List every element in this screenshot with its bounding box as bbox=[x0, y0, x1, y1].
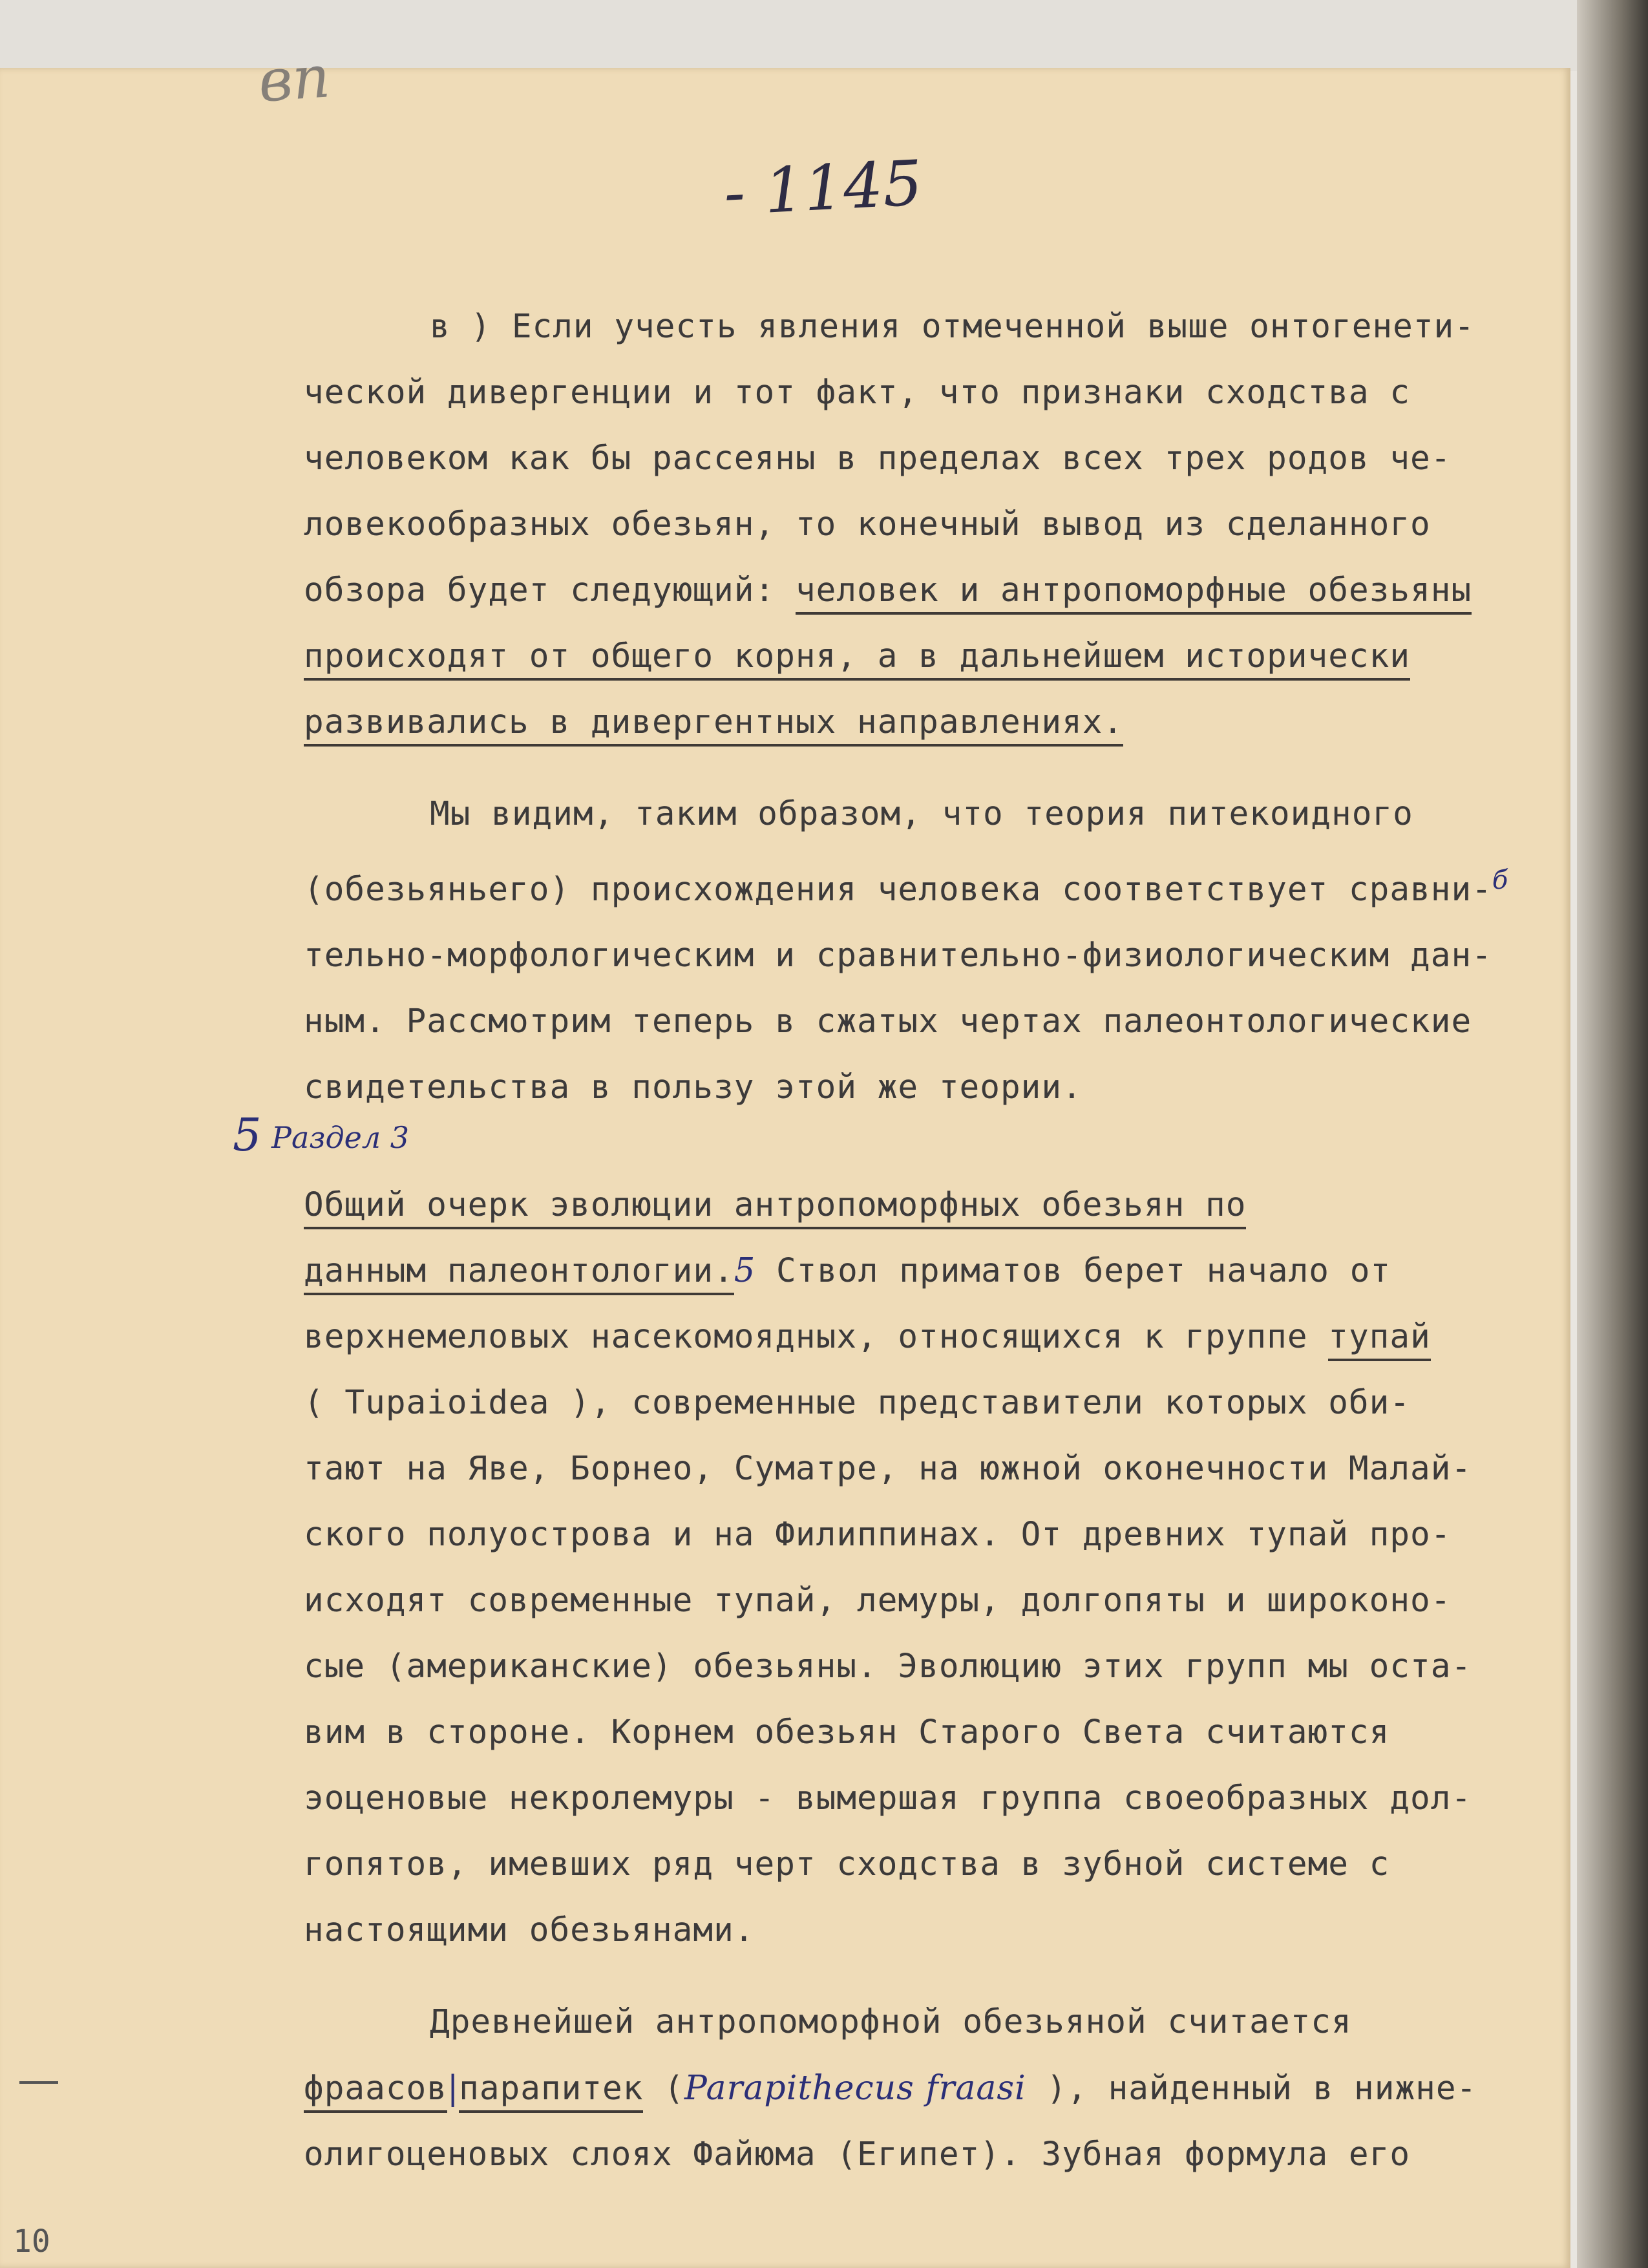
section-heading-line bbox=[304, 1172, 1570, 1238]
text-line: ловекообразных обезьян, то конечный вывод из сделанного bbox=[304, 505, 1431, 544]
folio-number: - 1145 bbox=[722, 147, 924, 229]
text-line: тают на Яве, Борнео, Суматре, на южной оконечности Малай- bbox=[304, 1450, 1472, 1488]
underlined-conclusion: развивались в дивергентных направлениях. bbox=[304, 703, 1123, 747]
scan-background bbox=[0, 0, 1648, 71]
text-line: ческой дивергенции и тот факт, что признаки сходства с bbox=[304, 374, 1411, 412]
text-fragment: обзора будет следующий: bbox=[304, 571, 776, 609]
text-line: сые (американские) обезьяны. Эволюцию этих групп мы оста- bbox=[304, 1648, 1472, 1686]
typewritten-body bbox=[304, 294, 1570, 2188]
latin-species-name: Parapithecus fraasi bbox=[684, 2069, 1026, 2108]
text-line: свидетельства в пользу этой же теории. bbox=[304, 1068, 1083, 1107]
text-line bbox=[304, 624, 1570, 690]
insertion-mark: | bbox=[447, 2070, 460, 2108]
text-line: ( Tupaioidea ), современные представители которых оби- bbox=[304, 1384, 1411, 1422]
underlined-term: тупай bbox=[1328, 1318, 1431, 1361]
underlined-term: фраасов bbox=[304, 2070, 447, 2113]
text-line: ского полуострова и на Филиппинах. От древних тупай про- bbox=[304, 1516, 1452, 1554]
text-line: человеком как бы рассеяны в пределах всех трех родов че- bbox=[304, 440, 1452, 478]
text-line: олигоценовых слоях Файюма (Египет). Зубная формула его bbox=[304, 2136, 1411, 2174]
text-fragment: верхнемеловых насекомоядных, относящихся к группе bbox=[304, 1318, 1308, 1356]
text-line: в ) Если учесть явления отмеченной выше онтогенети- bbox=[430, 308, 1475, 346]
underlined-conclusion: происходят от общего корня, а в дальнейшем исторически bbox=[304, 637, 1410, 681]
text-line: Древнейшей антропоморфной обезьяной считается bbox=[430, 2003, 1352, 2041]
underlined-conclusion: человек и антропоморфные обезьяны bbox=[796, 571, 1472, 615]
section-margin-note: Раздел 3 bbox=[271, 1120, 410, 1155]
text-fragment: (обезьяньего) происхождения человека соответствует сравни- bbox=[304, 871, 1492, 909]
text-line: тельно-морфологическим и сравнительно-физиологическим дан- bbox=[304, 937, 1492, 975]
inline-section-mark: 5 bbox=[734, 1252, 756, 1290]
text-fragment: Ствол приматов берет начало от bbox=[776, 1252, 1391, 1290]
text-line: исходят современные тупай, лемуры, долгопяты и широконо- bbox=[304, 1582, 1452, 1620]
text-line bbox=[304, 2055, 1570, 2122]
text-line: вим в стороне. Корнем обезьян Старого Света считаются bbox=[304, 1713, 1390, 1752]
text-line: эоценовые некролемуры - вымершая группа своеобразных дол- bbox=[304, 1779, 1472, 1818]
text-fragment: ), найденный в нижне- bbox=[1046, 2070, 1477, 2108]
section-heading: Общий очерк эволюции антропоморфных обезьян по bbox=[304, 1186, 1246, 1229]
text-line bbox=[304, 1304, 1570, 1370]
handwritten-insertion: б bbox=[1492, 865, 1509, 895]
text-line bbox=[304, 1238, 1570, 1304]
corner-number: 10 bbox=[13, 2223, 50, 2260]
text-line: гопятов, имевших ряд черт сходства в зубной системе с bbox=[304, 1845, 1390, 1883]
section-heading-continued: данным палеонтологии. bbox=[304, 1252, 734, 1295]
text-line bbox=[304, 690, 1570, 756]
top-scribble: вп bbox=[256, 43, 332, 116]
text-line bbox=[304, 847, 1570, 923]
underlined-term: парапитек bbox=[459, 2070, 643, 2113]
section-margin-mark: 5 bbox=[233, 1108, 262, 1161]
text-fragment: ( bbox=[664, 2070, 684, 2108]
margin-tick bbox=[19, 2081, 58, 2084]
scanner-edge bbox=[1577, 0, 1648, 2268]
text-line: настоящими обезьянами. bbox=[304, 1911, 755, 1949]
text-line: ным. Рассмотрим теперь в сжатых чертах палеонтологические bbox=[304, 1002, 1472, 1041]
text-line bbox=[304, 558, 1570, 624]
text-line: Мы видим, таким образом, что теория питекоидного bbox=[430, 795, 1413, 833]
